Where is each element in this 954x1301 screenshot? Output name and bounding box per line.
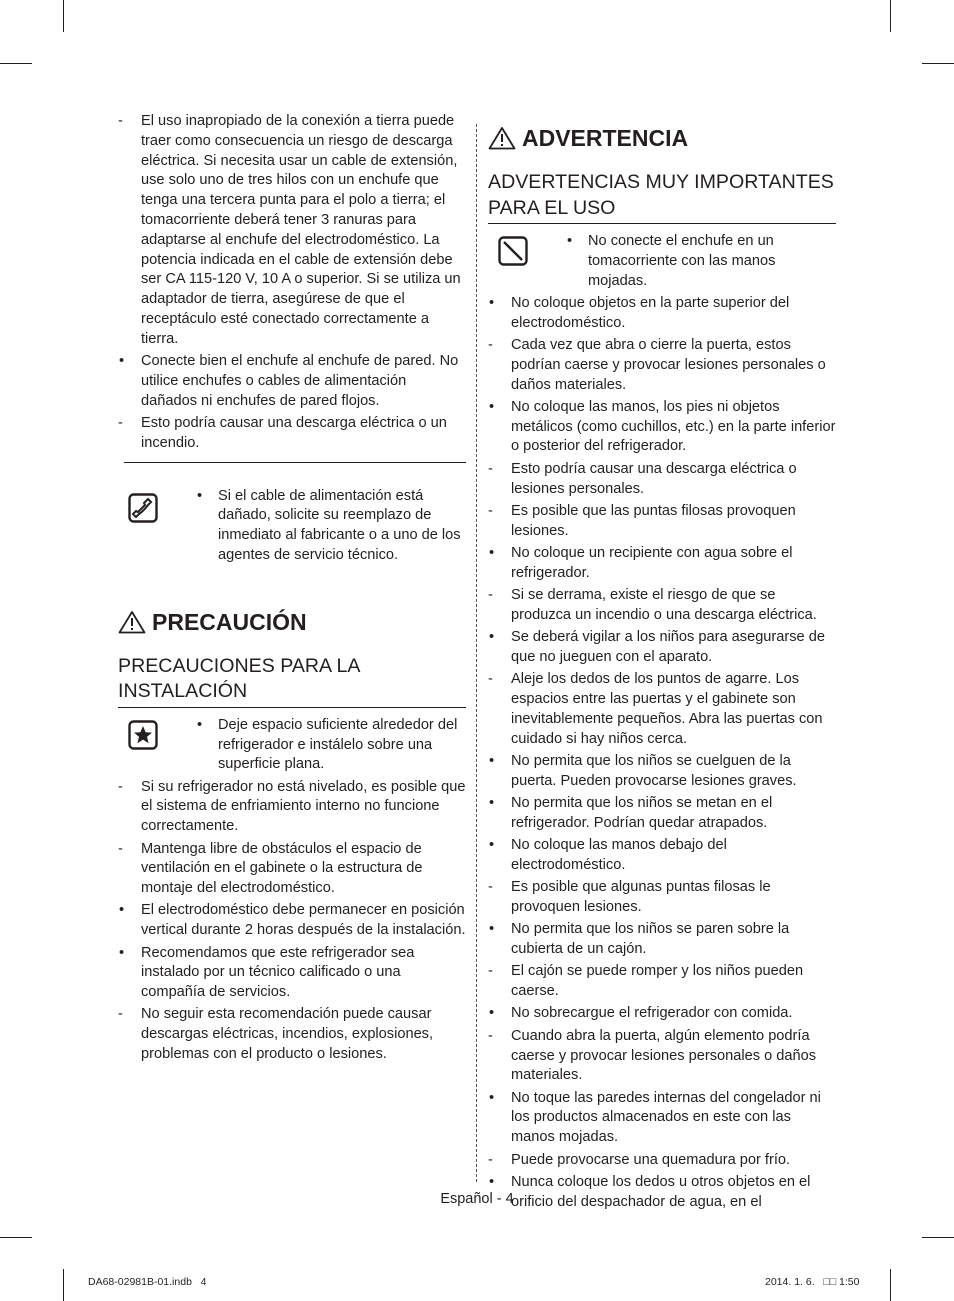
page-number: Español - 4 <box>440 1191 514 1207</box>
sub-item <box>488 878 836 918</box>
sub-item <box>488 460 836 500</box>
precaucion-subtitle: PRECAUCIONES PARA LA INSTALACIÓN <box>118 654 360 703</box>
item-text: No permita que los niños se cuelguen de la puerta. Pueden provocarse lesiones graves. <box>511 752 797 789</box>
left-column <box>118 112 466 1067</box>
precaucion-heading: PRECAUCIÓN <box>118 608 466 636</box>
dash-marker: - <box>488 671 493 688</box>
bullet-marker: • <box>119 353 125 370</box>
bullet-marker: • <box>489 1089 495 1106</box>
bullet-marker: • <box>489 752 495 769</box>
no-touch-note <box>488 232 836 291</box>
left-block-1 <box>118 112 466 454</box>
sub-item <box>118 1005 466 1064</box>
bullet-item <box>118 944 466 1003</box>
dash-marker: - <box>488 460 493 477</box>
dash-marker: - <box>488 879 493 896</box>
dash-marker: - <box>118 778 123 795</box>
warning-icon <box>118 610 146 634</box>
dash-marker: - <box>488 1027 493 1044</box>
item-text: Es posible que algunas puntas filosas le provoquen lesiones. <box>511 879 771 915</box>
bullet-marker: • <box>489 544 495 561</box>
bullet-item <box>488 752 836 792</box>
sub-item <box>488 586 836 626</box>
sub-item <box>488 1151 836 1171</box>
bullet-item <box>488 920 836 960</box>
bullet-item <box>488 628 836 668</box>
dash-marker: - <box>488 502 493 519</box>
bullet-marker: • <box>119 902 125 919</box>
bullet-item <box>488 794 836 834</box>
item-text: Si su refrigerador no está nivelado, es posible que el sistema de enfriamiento interno no funcione correctamente. <box>141 778 466 835</box>
item-text: Cada vez que abra o cierre la puerta, estos podrían caerse y provocar lesiones personales o daños materiales. <box>511 336 826 393</box>
rule <box>118 707 466 708</box>
sub-item <box>118 112 466 350</box>
item-text: No permita que los niños se paren sobre la cubierta de un cajón. <box>511 921 790 958</box>
bullet-marker: • <box>489 795 495 812</box>
bullet-marker: • <box>489 921 495 938</box>
dash-marker: - <box>488 963 493 980</box>
dash-marker: - <box>118 414 123 431</box>
phone-note <box>118 487 466 566</box>
item-text: Conecte bien el enchufe al enchufe de pared. No utilice enchufes o cables de alimentación dañados ni enchufes de pared flojos. <box>141 353 459 409</box>
sub-item <box>488 1027 836 1086</box>
item-text: Aleje los dedos de los puntos de agarre. Los espacios entre las puertas y el gabinete son inevitablemente pequeños. Abra las puertas con cuidado si hay niños cerca. <box>511 671 823 747</box>
bullet-item <box>118 352 466 411</box>
sub-item <box>488 336 836 395</box>
star-note <box>118 716 466 775</box>
item-text: Mantenga libre de obstáculos el espacio de ventilación en el gabinete o la estructura de montaje del electrodoméstico. <box>141 840 423 897</box>
bullet-marker: • <box>489 1173 495 1190</box>
bullet-item <box>488 294 836 334</box>
bullet-item <box>488 398 836 457</box>
item-text: No seguir esta recomendación puede causar descargas eléctricas, incendios, explosiones, problemas con el producto o lesiones. <box>141 1006 434 1062</box>
item-text: Cuando abra la puerta, algún elemento podría caerse y provocar lesiones personales o daños materiales. <box>511 1027 817 1084</box>
crop-mark <box>0 1237 32 1238</box>
dash-marker: - <box>118 840 123 857</box>
rule <box>488 223 836 224</box>
sub-item <box>118 778 466 837</box>
sub-item <box>488 962 836 1002</box>
item-text: Es posible que las puntas filosas provoquen lesiones. <box>511 502 796 539</box>
crop-mark <box>890 1269 891 1301</box>
crop-mark <box>890 0 891 32</box>
left-block-2 <box>118 778 466 1065</box>
advertencia-heading: ADVERTENCIA <box>488 124 836 152</box>
sub-item <box>488 670 836 749</box>
bullet-marker: • <box>489 837 495 854</box>
bullet-marker: • <box>489 294 495 311</box>
list-item: • Deje espacio suficiente alrededor del refrigerador e instálelo sobre una superficie plana. <box>197 716 458 773</box>
item-text: No sobrecargue el refrigerador con comida. <box>511 1005 793 1022</box>
phone-icon <box>128 493 158 523</box>
item-text: El uso inapropiado de la conexión a tierra puede traer como consecuencia un riesgo de descarga eléctrica. Si necesita usar un cable de extensión, use solo uno de tres hilos con un enchufe que tenga una tercera punta para el polo a tierra; el tomacorriente deberá tener 3 ranuras para adaptarse al enchufe del electrodoméstico. La potencia indicada en el cable de extensión debe ser CA 115-120 V, 10 A o superior. Si se utiliza un adaptador de tierra, asegúrese de que el receptáculo esté conectado correctamente a tierra. <box>141 113 461 347</box>
list-item: • Si el cable de alimentación está dañado, solicite su reemplazo de inmediato al fabricante o a uno de los agentes de servicio técnico. <box>197 487 461 563</box>
crop-mark <box>63 0 64 32</box>
crop-mark <box>0 63 32 64</box>
star-icon <box>128 720 158 750</box>
crop-mark <box>63 1269 64 1301</box>
item-text: El electrodoméstico debe permanecer en posición vertical durante 2 horas después de la instalación. <box>141 902 466 939</box>
item-text: No toque las paredes internas del congelador ni los productos almacenados en este con las manos mojadas. <box>511 1089 821 1146</box>
item-text: No permita que los niños se metan en el refrigerador. Podrían quedar atrapados. <box>511 795 773 831</box>
right-items <box>488 294 836 1213</box>
item-text: Si se derrama, existe el riesgo de que se produzca un incendio o una descarga eléctrica. <box>511 587 817 623</box>
bullet-marker: • <box>489 629 495 646</box>
dash-marker: - <box>118 1006 123 1023</box>
sub-item <box>118 414 466 454</box>
prohibited-icon <box>498 236 528 266</box>
bullet-marker: • <box>119 944 125 961</box>
item-text: No coloque un recipiente con agua sobre el refrigerador. <box>511 544 793 581</box>
item-text: Puede provocarse una quemadura por frío. <box>511 1151 791 1168</box>
item-text: No coloque las manos debajo del electrodoméstico. <box>511 837 727 873</box>
dash-marker: - <box>118 113 123 129</box>
bullet-item <box>488 836 836 876</box>
item-text: Esto podría causar una descarga eléctrica o lesiones personales. <box>511 460 797 497</box>
warning-icon <box>488 126 516 150</box>
column-divider <box>476 124 477 1182</box>
slug-date: 2014. 1. 6. □□ 1:50 <box>765 1276 860 1288</box>
item-text: Esto podría causar una descarga eléctrica o un incendio. <box>141 414 447 451</box>
bullet-item <box>488 1089 836 1148</box>
bullet-item <box>118 901 466 941</box>
bullet-item <box>488 544 836 584</box>
right-column <box>488 112 836 1215</box>
list-item: • No conecte el enchufe en un tomacorriente con las manos mojadas. <box>567 233 776 289</box>
bullet-marker: • <box>489 398 495 415</box>
sub-item <box>118 840 466 899</box>
rule <box>124 462 466 463</box>
bullet-item <box>488 1004 836 1024</box>
crop-mark <box>922 63 954 64</box>
bullet-marker: • <box>489 1005 495 1022</box>
item-text: No coloque objetos en la parte superior del electrodoméstico. <box>511 294 790 331</box>
item-text: No coloque las manos, los pies ni objetos metálicos (como cuchillos, etc.) en la parte inferior o posterior del refrigerador. <box>511 398 836 455</box>
item-text: Recomendamos que este refrigerador sea instalado por un técnico calificado o una compañía de servicios. <box>141 944 415 1001</box>
dash-marker: - <box>488 1151 493 1168</box>
item-text: Nunca coloque los dedos u otros objetos en el orificio del despachador de agua, en el <box>511 1173 811 1210</box>
sub-item <box>488 502 836 542</box>
item-text: El cajón se puede romper y los niños pueden caerse. <box>511 963 804 1000</box>
dash-marker: - <box>488 336 493 353</box>
dash-marker: - <box>488 587 493 604</box>
item-text: Se deberá vigilar a los niños para asegurarse de que no jueguen con el aparato. <box>511 629 825 665</box>
advertencia-subtitle: ADVERTENCIAS MUY IMPORTANTES PARA EL USO <box>488 171 834 219</box>
slug-file: DA68-02981B-01.indb 4 <box>88 1276 207 1288</box>
crop-mark <box>922 1237 954 1238</box>
